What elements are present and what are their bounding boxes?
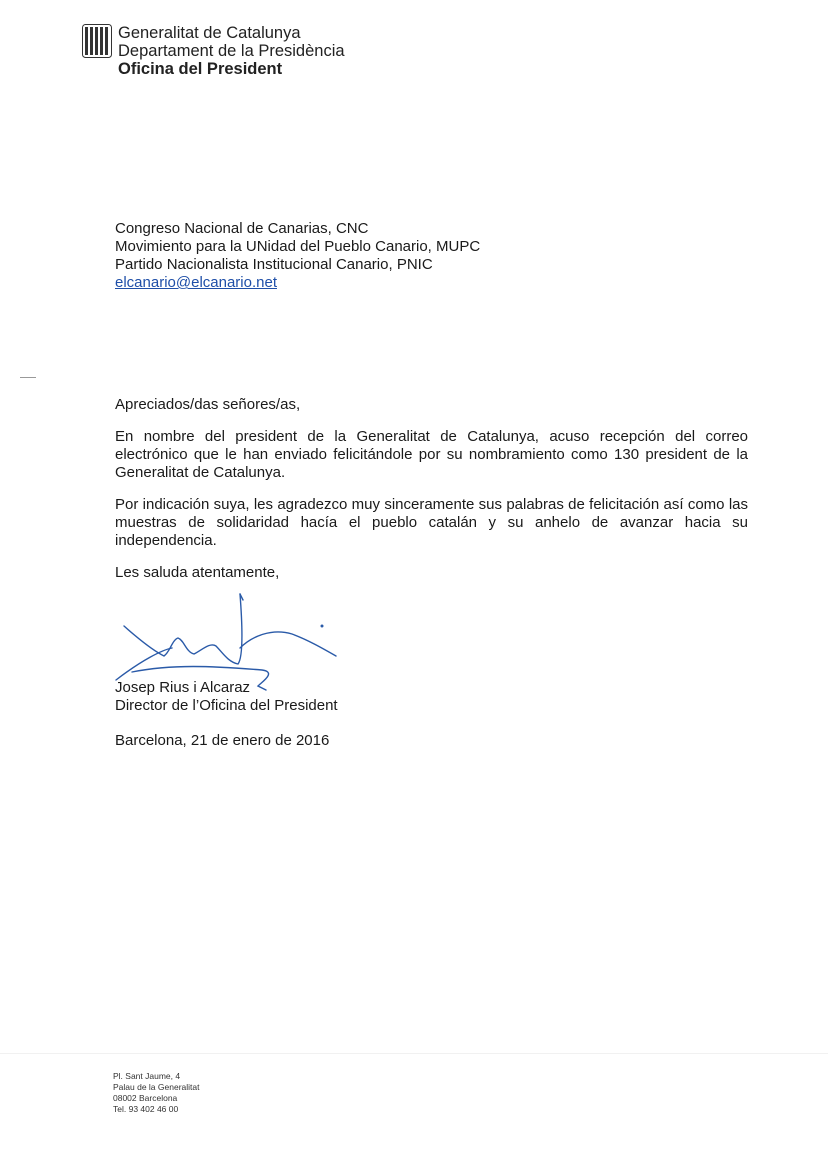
letter-body	[115, 396, 748, 582]
greeting: Apreciados/das señores/as,	[115, 396, 301, 413]
recipient-email-link[interactable]: elcanario@elcanario.net	[115, 274, 277, 291]
letterhead-government: Generalitat de Catalunya	[118, 24, 301, 42]
fold-mark	[20, 377, 36, 378]
generalitat-stripes-icon	[82, 24, 112, 58]
signer-block	[115, 679, 338, 715]
letterhead	[82, 24, 382, 80]
footer-line-1: Pl. Sant Jaume, 4	[113, 1071, 181, 1081]
footer-address	[113, 1071, 199, 1115]
letterhead-office: Oficina del President	[118, 60, 283, 78]
signer-name: Josep Rius i Alcaraz	[115, 679, 251, 696]
footer-line-4: Tel. 93 402 46 00	[113, 1104, 179, 1114]
recipient-block	[115, 220, 480, 292]
recipient-line-2: Movimiento para la UNidad del Pueblo Canario, MUPC	[115, 238, 481, 255]
recipient-line-3: Partido Nacionalista Institucional Canario, PNIC	[115, 256, 433, 273]
footer-divider	[0, 1053, 828, 1054]
letter-date: Barcelona, 21 de enero de 2016	[115, 732, 330, 749]
footer-line-2: Palau de la Generalitat	[113, 1082, 200, 1092]
paragraph-1: En nombre del president de la Generalitat de Catalunya, acuso recepción del correo electrónico que le han enviado felicitándole por su nombramiento como 130 president de la Generalitat de Catalunya.	[115, 428, 748, 481]
footer-line-3: 08002 Barcelona	[113, 1093, 178, 1103]
closing: Les saluda atentamente,	[115, 564, 280, 581]
recipient-line-1: Congreso Nacional de Canarias, CNC	[115, 220, 369, 237]
signer-title: Director de l’Oficina del President	[115, 697, 338, 714]
paragraph-2: Por indicación suya, les agradezco muy sinceramente sus palabras de felicitación así como las muestras de solidaridad hacía el pueblo catalán y su anhelo de avanzar hacia su independencia.	[115, 496, 748, 549]
letterhead-department: Departament de la Presidència	[118, 42, 345, 60]
